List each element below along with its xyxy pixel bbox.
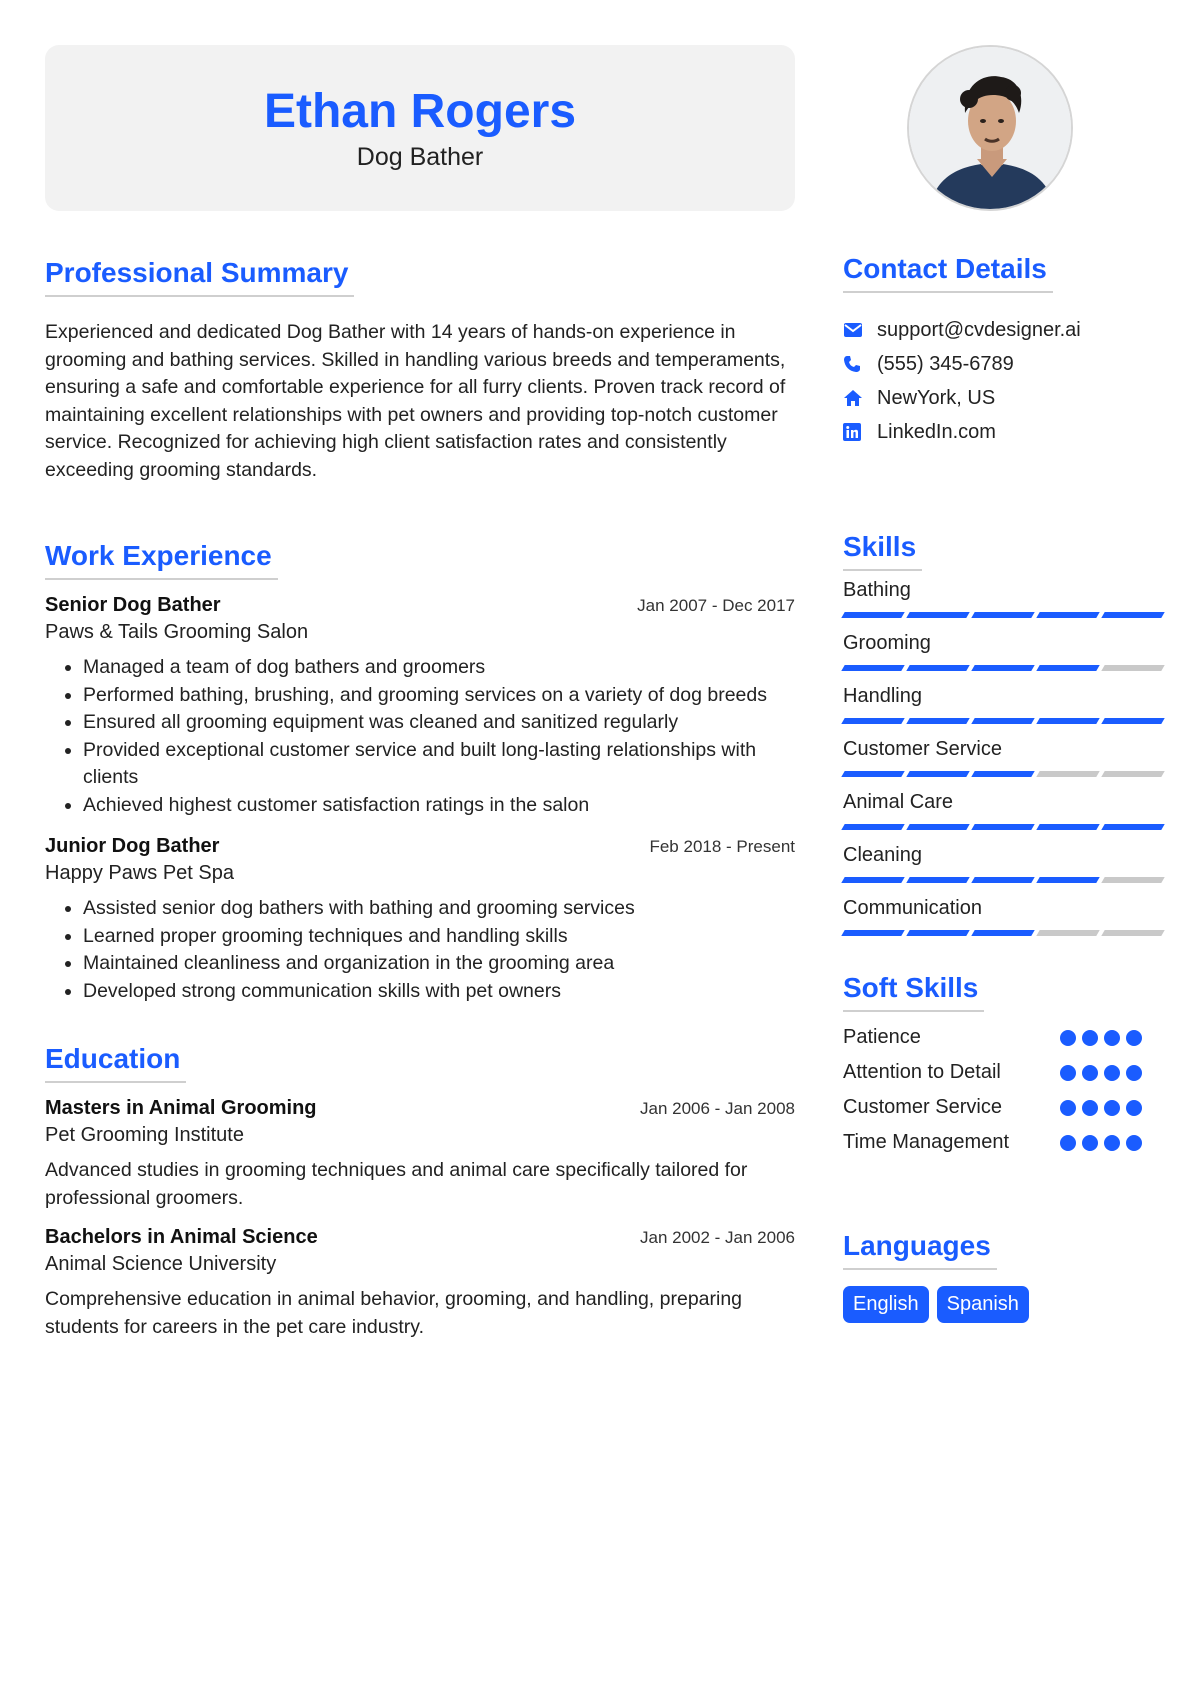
rating-dot xyxy=(1082,1100,1098,1116)
person-portrait-icon xyxy=(909,47,1073,211)
contact-section xyxy=(843,253,1165,449)
soft-skill-rating xyxy=(1060,1100,1142,1116)
rating-dot xyxy=(1082,1065,1098,1081)
skill-level-segment xyxy=(906,771,969,777)
soft-skills-section xyxy=(843,972,1165,1160)
skills-section xyxy=(843,531,1165,936)
skill-level-segment xyxy=(1036,824,1099,830)
soft-skill-name: Time Management xyxy=(843,1131,1009,1153)
sidebar-column xyxy=(843,253,1165,1323)
bullet-item: • Performed bathing, brushing, and grooming services on a variety of dog breeds xyxy=(83,682,795,710)
education-dates: Jan 2002 - Jan 2006 xyxy=(639,1228,795,1247)
school-name: Pet Grooming Institute xyxy=(45,1124,244,1146)
summary-section xyxy=(45,257,795,484)
skill-level-segment xyxy=(1101,824,1164,830)
education-section xyxy=(45,1043,795,1341)
contact-phone xyxy=(843,347,1165,381)
skill-level-bar xyxy=(843,877,1165,883)
bullet-item: • Learned proper grooming techniques and handling skills xyxy=(83,923,795,951)
soft-skill-rating xyxy=(1060,1135,1142,1151)
skill-name: Grooming xyxy=(843,632,931,654)
skill-name: Customer Service xyxy=(843,738,1002,760)
languages-list xyxy=(843,1286,1165,1323)
job-dates: Jan 2007 - Dec 2017 xyxy=(637,596,795,615)
rating-dot xyxy=(1126,1135,1142,1151)
bullet-item: • Ensured all grooming equipment was cleaned and sanitized regularly xyxy=(83,709,795,737)
soft-skills-heading: Soft Skills xyxy=(843,972,984,1012)
rating-dot xyxy=(1082,1135,1098,1151)
rating-dot xyxy=(1126,1100,1142,1116)
job-bullets xyxy=(45,895,795,1005)
rating-dot xyxy=(1104,1065,1120,1081)
skill-level-segment xyxy=(841,824,904,830)
job-title: Senior Dog Bather xyxy=(45,594,221,616)
degree-title: Bachelors in Animal Science xyxy=(45,1226,318,1248)
rating-dot xyxy=(1082,1030,1098,1046)
contact-email xyxy=(843,313,1165,347)
soft-skills-list xyxy=(843,1020,1165,1160)
education-entry xyxy=(45,1097,795,1212)
skill-level-bar xyxy=(843,718,1165,724)
languages-section xyxy=(843,1230,1165,1323)
skill-level-bar xyxy=(843,612,1165,618)
skill-level-segment xyxy=(971,665,1034,671)
skill-level-segment xyxy=(1036,930,1099,936)
skill-level-bar xyxy=(843,665,1165,671)
skill-level-segment xyxy=(1036,877,1099,883)
skills-list xyxy=(843,579,1165,936)
job-company: Paws & Tails Grooming Salon xyxy=(45,621,309,643)
candidate-name: Ethan Rogers xyxy=(263,85,577,138)
soft-skill-name: Patience xyxy=(843,1026,921,1048)
job-title: Junior Dog Bather xyxy=(45,835,220,857)
job-entry xyxy=(45,835,795,1005)
rating-dot xyxy=(1060,1135,1076,1151)
job-entry xyxy=(45,594,795,819)
skill-level-segment xyxy=(971,771,1034,777)
skill-level-segment xyxy=(971,930,1034,936)
skill-level-segment xyxy=(906,612,969,618)
skill-level-segment xyxy=(1036,771,1099,777)
summary-text: Experienced and dedicated Dog Bather with 14 years of hands-on experience in grooming and bathing services. Skilled in handling various breeds and temperaments, ensuring a safe and comfortable experience for all furry clients. Proven track record of maintaining excellent relationships with pet owners and providing top-notch customer service. Recognized for achieving high client satisfaction rates and consistently exceeding grooming standards. xyxy=(45,321,786,481)
profile-photo xyxy=(907,45,1073,211)
bullet-item: • Achieved highest customer satisfaction ratings in the salon xyxy=(83,792,795,820)
education-dates: Jan 2006 - Jan 2008 xyxy=(639,1099,795,1118)
bullet-item: • Developed strong communication skills with pet owners xyxy=(83,978,795,1006)
language-badge: English xyxy=(843,1286,929,1323)
school-name: Animal Science University xyxy=(45,1253,277,1275)
rating-dot xyxy=(1104,1030,1120,1046)
bullet-item: • Managed a team of dog bathers and groomers xyxy=(83,654,795,682)
soft-skill-row xyxy=(843,1020,1165,1055)
bullet-item: • Provided exceptional customer service and built long-lasting relationships with clients xyxy=(83,737,795,792)
skill-level-segment xyxy=(906,877,969,883)
skill-level-segment xyxy=(1101,665,1164,671)
email-text[interactable]: support@cvdesigner.ai xyxy=(877,318,1081,341)
rating-dot xyxy=(1126,1030,1142,1046)
degree-title: Masters in Animal Grooming xyxy=(45,1097,317,1119)
soft-skill-rating xyxy=(1060,1065,1142,1081)
home-icon xyxy=(843,389,877,407)
envelope-icon xyxy=(843,322,877,338)
bullet-item: • Assisted senior dog bathers with bathing and grooming services xyxy=(83,895,795,923)
skill-name: Bathing xyxy=(843,579,911,601)
skill-level-bar xyxy=(843,930,1165,936)
job-bullets xyxy=(45,654,795,819)
skill-name: Cleaning xyxy=(843,844,922,866)
contact-heading: Contact Details xyxy=(843,253,1053,293)
skill-level-segment xyxy=(841,771,904,777)
soft-skill-rating xyxy=(1060,1030,1142,1046)
language-badge: Spanish xyxy=(937,1286,1029,1323)
skill-name: Animal Care xyxy=(843,791,954,813)
skill-level-segment xyxy=(906,824,969,830)
skill-level-segment xyxy=(1036,718,1099,724)
skill-level-segment xyxy=(1101,612,1164,618)
skills-heading: Skills xyxy=(843,531,922,571)
education-description: Advanced studies in grooming techniques and animal care specifically tailored for professional groomers. xyxy=(45,1159,748,1209)
skill-level-segment xyxy=(841,718,904,724)
job-company: Happy Paws Pet Spa xyxy=(45,862,234,884)
experience-heading: Work Experience xyxy=(45,540,278,580)
skill-level-bar xyxy=(843,771,1165,777)
phone-text[interactable]: (555) 345-6789 xyxy=(877,352,1014,375)
experience-section xyxy=(45,540,795,1005)
soft-skill-row xyxy=(843,1090,1165,1125)
soft-skill-name: Customer Service xyxy=(843,1096,1002,1118)
languages-heading: Languages xyxy=(843,1230,997,1270)
education-heading: Education xyxy=(45,1043,186,1083)
summary-heading: Professional Summary xyxy=(45,257,354,297)
rating-dot xyxy=(1126,1065,1142,1081)
skill-level-segment xyxy=(906,930,969,936)
candidate-title: Dog Bather xyxy=(356,143,484,171)
rating-dot xyxy=(1060,1100,1076,1116)
soft-skill-row xyxy=(843,1125,1165,1160)
skill-level-segment xyxy=(841,877,904,883)
skill-name: Communication xyxy=(843,897,982,919)
linkedin-text[interactable]: LinkedIn.com xyxy=(877,420,996,443)
linkedin-icon xyxy=(843,423,877,441)
rating-dot xyxy=(1060,1030,1076,1046)
skill-name: Handling xyxy=(843,685,922,707)
skill-level-segment xyxy=(971,824,1034,830)
skill-level-segment xyxy=(1101,877,1164,883)
skill-level-segment xyxy=(906,665,969,671)
skill-level-bar xyxy=(843,824,1165,830)
soft-skill-name: Attention to Detail xyxy=(843,1061,1001,1083)
soft-skill-row xyxy=(843,1055,1165,1090)
skill-level-segment xyxy=(1036,665,1099,671)
main-column xyxy=(45,45,795,1341)
skill-level-segment xyxy=(841,612,904,618)
location-text: NewYork, US xyxy=(877,386,996,409)
skill-level-segment xyxy=(841,930,904,936)
skill-level-segment xyxy=(971,718,1034,724)
skill-level-segment xyxy=(1036,612,1099,618)
contact-location xyxy=(843,381,1165,415)
skill-level-segment xyxy=(971,877,1034,883)
phone-icon xyxy=(843,355,877,373)
education-entry xyxy=(45,1226,795,1341)
rating-dot xyxy=(1104,1100,1120,1116)
skill-level-segment xyxy=(971,612,1034,618)
skill-level-segment xyxy=(1101,930,1164,936)
skill-level-segment xyxy=(1101,771,1164,777)
contact-linkedin xyxy=(843,415,1165,449)
education-description: Comprehensive education in animal behavior, grooming, and handling, preparing students for careers in the pet care industry. xyxy=(45,1288,743,1338)
header-card xyxy=(45,45,795,211)
bullet-item: • Maintained cleanliness and organization in the grooming area xyxy=(83,950,795,978)
skill-level-segment xyxy=(906,718,969,724)
skill-level-segment xyxy=(1101,718,1164,724)
job-dates: Feb 2018 - Present xyxy=(649,837,795,856)
rating-dot xyxy=(1060,1065,1076,1081)
rating-dot xyxy=(1104,1135,1120,1151)
skill-level-segment xyxy=(841,665,904,671)
